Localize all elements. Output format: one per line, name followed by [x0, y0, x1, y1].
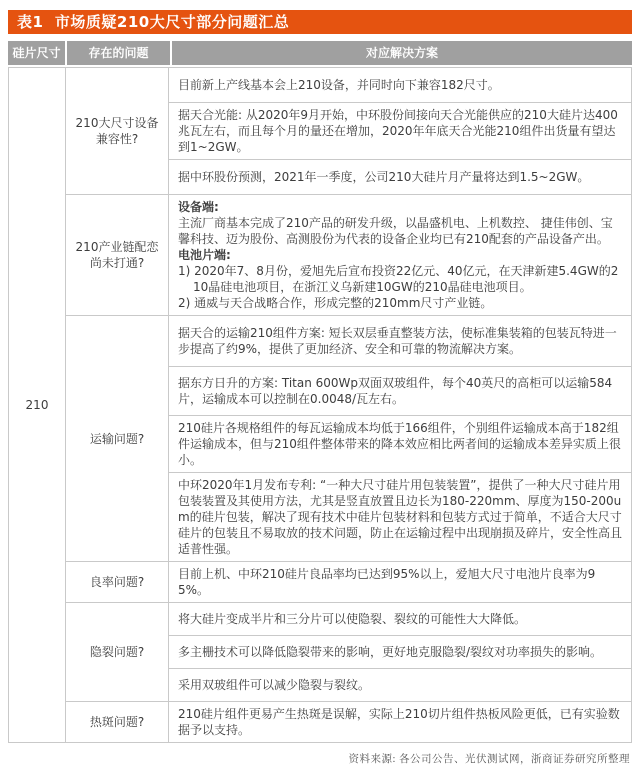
solution-cell: 据中环股份预测，2021年一季度，公司210大硅片月产量将达到1.5~2GW。	[169, 160, 632, 195]
problem-cell-hotspot: 热斑问题?	[66, 702, 169, 743]
table-header-row	[8, 41, 632, 65]
solution-cell: 210硅片各规格组件的每瓦运输成本均低于166组件，个别组件运输成本高于182组件运输成本，但与210组件整体带来的降本效应相比两者间的运输成本差异实质上很小。	[169, 416, 632, 473]
solution-cell: 据东方日升的方案: Titan 600Wp双面双玻组件，每个40英尺的高柜可以运输584片，运输成本可以控制在0.0048/瓦左右。	[169, 367, 632, 416]
solution-line: 电池片端:	[178, 248, 231, 262]
solution-line: 设备端:	[178, 200, 219, 214]
table-row	[9, 702, 632, 743]
solution-line: 1) 2020年7、8月份，爱旭先后宣布投资22亿元、40亿元，在天津新建5.4GW的210晶硅电池项目，在浙江义乌新建10GW的210晶硅电池项目。	[178, 264, 619, 294]
table-row	[9, 316, 632, 367]
solution-cell: 采用双玻组件可以减少隐裂与裂纹。	[169, 669, 632, 702]
solution-line: 主流厂商基本完成了210产品的研发升级，以晶盛机电、上机数控、 捷佳伟创、宝馨科技、迈为股份、高测股份为代表的设备企业均已有210配套的产品设备产出。	[178, 216, 613, 246]
solution-line: 2) 通威与天合战略合作，形成完整的210mm尺寸产业链。	[178, 296, 493, 310]
header-solution: 对应解决方案	[172, 41, 632, 65]
table-row	[9, 603, 632, 636]
solution-cell: 210硅片组件更易产生热斑是误解，实际上210切片组件热板风险更低，已有实验数据予以支持。	[169, 702, 632, 743]
report-table-page	[8, 0, 632, 766]
solution-cell: 多主栅技术可以降低隐裂带来的影响，更好地克服隐裂/裂纹对功率损失的影响。	[169, 636, 632, 669]
solution-cell: 中环2020年1月发布专利: “一种大尺寸硅片用包装装置”，提供了一种大尺寸硅片用包装装置及其使用方法，尤其是竖直放置且边长为180-220mm、厚度为150-200um的硅片包装，解决了现有技术中硅片包装材料和包装方式过于简单，不适合大尺寸硅片的包装且不易取放的技术问题，防止在运输过程中出现崩损及碎片，安全性高且适普性强。	[169, 473, 632, 562]
header-problem: 存在的问题	[67, 41, 170, 65]
solution-cell: 据天合的运输210组件方案: 短长双层垂直整装方法，使标准集装箱的包装瓦特进一步提高了约9%，提供了更加经济、安全和可靠的物流解决方案。	[169, 316, 632, 367]
solution-cell: 据天合光能: 从2020年9月开始，中环股份间接向天合光能供应的210大硅片达400兆瓦左右，而且每个月的量还在增加，2020年年底天合光能210组件出货量有望达到1~2GW。	[169, 103, 632, 160]
header-wafer-size: 硅片尺寸	[8, 41, 65, 65]
table-row	[9, 562, 632, 603]
table-row	[9, 195, 632, 316]
table-row	[9, 68, 632, 103]
problem-cell-microcrack: 隐裂问题?	[66, 603, 169, 702]
table-title-bar: 表1 市场质疑210大尺寸部分问题汇总	[8, 10, 632, 34]
source-note: 资料来源: 各公司公告、光伏测试网，浙商证券研究所整理	[348, 754, 630, 765]
problem-cell-transport: 运输问题?	[66, 316, 169, 562]
problem-cell-compatibility: 210大尺寸设备兼容性?	[66, 68, 169, 195]
problems-table	[8, 67, 632, 743]
solution-cell: 目前新上产线基本会上210设备，并同时向下兼容182尺寸。	[169, 68, 632, 103]
solution-cell: 目前上机、中环210硅片良品率均已达到95%以上，爱旭大尺寸电池片良率为95%。	[169, 562, 632, 603]
solution-cell: 将大硅片变成半片和三分片可以使隐裂、裂纹的可能性大大降低。	[169, 603, 632, 636]
problem-cell-yield: 良率问题?	[66, 562, 169, 603]
problem-cell-supply-chain: 210产业链配恋尚未打通?	[66, 195, 169, 316]
solution-cell	[169, 195, 632, 316]
wafer-size-cell: 210	[9, 68, 66, 743]
